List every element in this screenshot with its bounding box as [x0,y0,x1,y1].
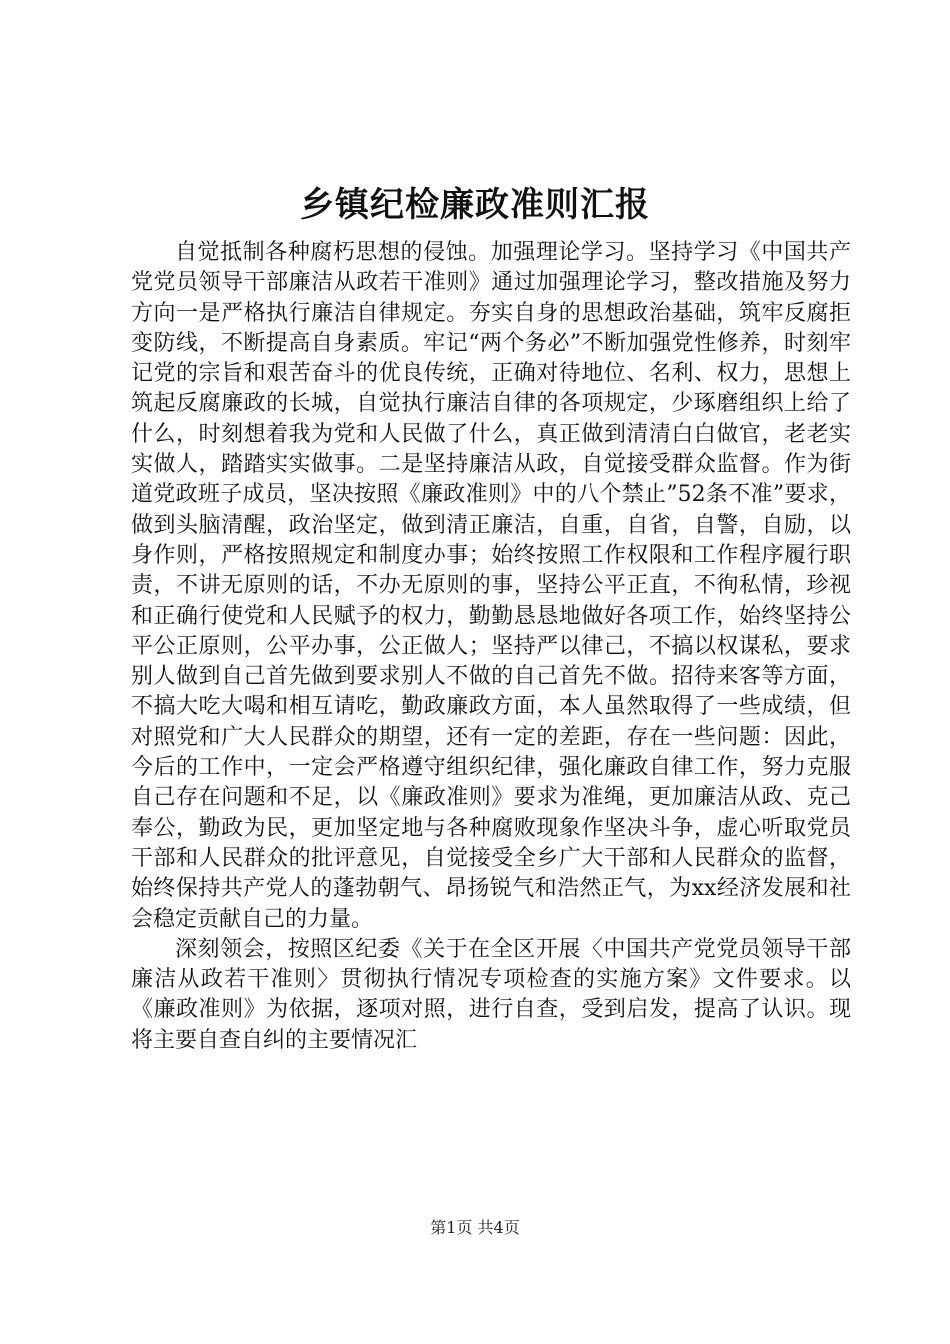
document-title: 乡镇纪检廉政准则汇报 [300,185,650,225]
body-paragraph: 深刻领会，按照区纪委《关于在全区开展〈中国共产党党员领导干部廉洁从政若干准则〉贯彻执行情况专项检查的实施方案》文件要求。以《廉政准则》为依据，逐项对照，进行自查，受到启发，提高了认识。现将主要自查自纠的主要情况汇 [131,936,851,1053]
document-body [131,238,851,1056]
page-number: 第1页 共4页 [430,1218,520,1237]
body-paragraph: 自觉抵制各种腐朽思想的侵蚀。加强理论学习。坚持学习《中国共产党党员领导干部廉洁从政若干准则》通过加强理论学习，整改措施及努力方向一是严格执行廉洁自律规定。夯实自身的思想政治基础，筑牢反腐拒变防线，不断提高自身素质。牢记“两个务必”不断加强党性修养，时刻牢记党的宗旨和艰苦奋斗的优良传统，正确对待地位、名利、权力，思想上筑起反腐廉政的长城，自觉执行廉洁自律的各项规定，少琢磨组织上给了什么，时刻想着我为党和人民做了什么，真正做到清清白白做官，老老实实做人，踏踏实实做事。二是坚持廉洁从政，自觉接受群众监督。作为街道党政班子成员，坚决按照《廉政准则》中的八个禁止”52条不准”要求，做到头脑清醒，政治坚定，做到清正廉洁，自重，自省，自警，自励，以身作则，严格按照规定和制度办事；始终按照工作权限和工作程序履行职责，不讲无原则的话，不办无原则的事，坚持公平正直，不徇私情，珍视和正确行使党和人民赋予的权力，勤勤恳恳地做好各项工作，始终坚持公平公正原则，公平办事，公正做人；坚持严以律己，不搞以权谋私，要求别人做到自己首先做到要求别人不做的自己首先不做。招待来客等方面，不搞大吃大喝和相互请吃，勤政廉政方面，本人虽然取得了一些成绩，但对照党和广大人民群众的期望，还有一定的差距，存在一些问题：因此，今后的工作中，一定会严格遵守组织纪律，强化廉政自律工作，努力克服自己存在问题和不足，以《廉政准则》要求为准绳，更加廉洁从政、克己奉公，勤政为民，更加坚定地与各种腐败现象作坚决斗争，虚心听取党员干部和人民群众的批评意见，自觉接受全乡广大干部和人民群众的监督，始终保持共产党人的蓬勃朝气、昂扬锐气和浩然正气，为xx经济发展和社会稳定贡献自己的力量。 [131,240,851,932]
